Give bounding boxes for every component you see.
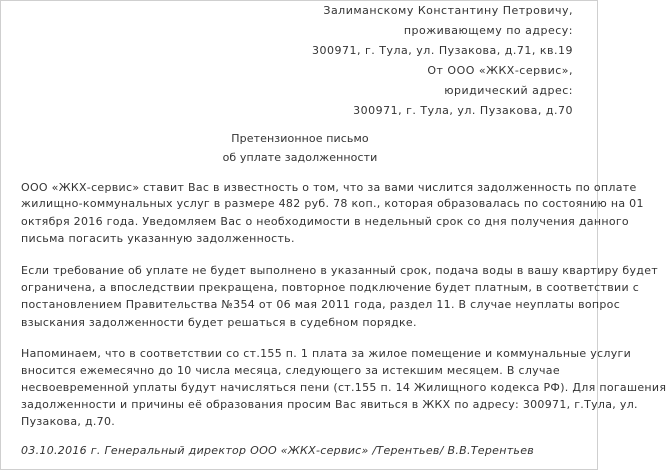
sender-name: От ООО «ЖКХ-сервис», [427,64,573,77]
paragraph-line: взыскания задолженности будет решаться в судебном порядке. [21,316,417,329]
paragraph-line: октября 2016 года. Уведомляем Вас о необходимости в недельный срок со дня получения данного [21,215,629,228]
recipient-address-label: проживающему по адресу: [403,24,573,37]
paragraph-line: вносится ежемесячно до 10 числа месяца, следующего за истекшим месяцем. В случае [21,364,560,377]
title-line-1: Претензионное письмо [231,132,369,145]
recipient-name: Залиманскому Константину Петровичу, [323,4,573,17]
paragraph-line: Пузакова, д.70. [21,415,116,428]
paragraph-line: ООО «ЖКХ-сервис» ставит Вас в известность о том, что за вами числится задолженность по оплате [21,181,637,194]
paragraph-line: задолженности и причины её образования просим Вас явиться в ЖКХ по адресу: 300971, г.Тула, ул. [21,398,638,411]
paragraph-line: несвоевременной уплаты будут начисляться пени (ст.155 п. 14 Жилищного кодекса РФ). Для погашения [21,381,666,394]
sender-address-label: юридический адрес: [444,84,573,97]
paragraph-line: Напоминаем, что в соответствии со ст.155 п. 1 плата за жилое помещение и коммунальные услуги [21,347,632,360]
paragraph-line: Если требование об уплате не будет выполнено в указанный срок, подача воды в вашу квартиру будет [21,264,658,277]
recipient-address: 300971, г. Тула, ул. Пузакова, д.71, кв.19 [312,44,573,57]
sender-address: 300971, г. Тула, ул. Пузакова, д.70 [353,104,573,117]
paragraph-line: ограничена, а впоследствии прекращена, повторное подключение будет платным, в соответствии с [21,281,640,294]
signature-line: 03.10.2016 г. Генеральный директор ООО «ЖКХ-сервис» /Терентьев/ В.В.Терентьев [21,444,535,457]
paragraph-line: письма погасить указанную задолженность. [21,232,295,245]
paragraph-line: жилищно-коммунальных услуг в размере 482 руб. 78 коп., которая образовалась по состоянию на 01 [21,197,644,210]
paragraph-line: постановлением Правительства №354 от 06 мая 2011 года, раздел 11. В случае неуплаты вопрос [21,298,621,311]
title-line-2: об уплате задолженности [222,151,378,164]
